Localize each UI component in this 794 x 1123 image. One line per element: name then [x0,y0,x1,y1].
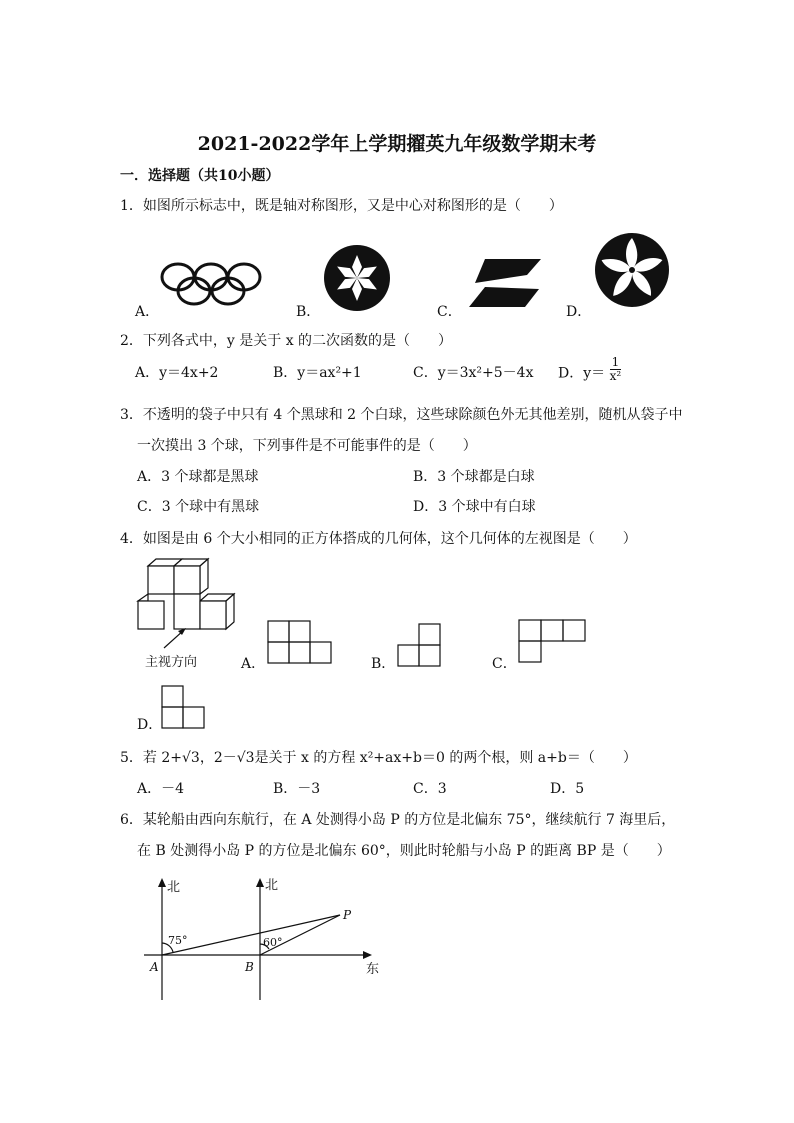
q2-stem: 2．下列各式中，y 是关于 x 的二次函数的是（ ） [120,333,453,349]
section-heading: 一．选择题（共10小题） [120,168,280,184]
q2-option-c[interactable]: C．y＝3x²+5－4x [413,365,534,381]
q3-option-b[interactable]: B．3 个球都是白球 [413,469,535,485]
hexagon-emblem-icon [322,243,392,313]
q4-option-c[interactable]: C． [492,656,517,672]
q1-stem: 1．如图所示标志中，既是轴对称图形，又是中心对称图形的是（ ） [120,198,563,214]
q6-stem-line1: 6．某轮船由西向东航行，在 A 处测得小岛 P 的方位是北偏东 75°，继续航行 7 海里后， [120,812,676,828]
bauhinia-flower-icon [594,232,670,308]
q5-option-c[interactable]: C．3 [413,781,447,797]
q3-option-d[interactable]: D．3 个球中有白球 [413,499,536,515]
q2-option-d-label: D．y＝ [558,365,606,382]
angle-b-label: 60° [263,936,283,949]
q1-option-b[interactable]: B． [296,304,321,320]
q4-option-b[interactable]: B． [371,656,396,672]
q5-option-b[interactable]: B．－3 [273,781,321,797]
q1-option-a[interactable]: A． [135,304,160,320]
q5-option-a[interactable]: A．－4 [137,781,185,797]
q4-option-a-grid [267,620,333,664]
q2-option-d[interactable] [558,355,622,383]
q4-figure-caption: 主视方向 [145,655,198,670]
point-a-label: A [150,960,159,974]
q4-option-a[interactable]: A． [241,656,266,672]
point-p-label: P [343,908,352,922]
cube-solid-figure [136,558,240,648]
q1-option-d[interactable]: D． [566,304,592,320]
q3-option-c[interactable]: C．3 个球中有黑球 [137,499,260,515]
q3-stem-line1: 3．不透明的袋子中只有 4 个黑球和 2 个白球，这些球除颜色外无其他差别，随机从袋子中 [120,407,683,423]
q4-option-d-grid [161,685,207,729]
north-label-a: 北 [167,880,181,895]
q2-option-d-numerator: 1 [611,355,620,369]
north-label-b: 北 [265,878,279,893]
q2-option-a[interactable]: A．y＝4x+2 [135,365,219,381]
q4-option-c-grid [518,619,588,663]
q1-option-c[interactable]: C． [437,304,462,320]
q4-option-b-grid [397,623,443,667]
olympic-rings-icon [158,260,268,310]
q5-option-d[interactable]: D．5 [550,781,585,797]
angle-a-label: 75° [168,934,188,947]
point-b-label: B [245,960,254,974]
q6-stem-line2: 在 B 处测得小岛 P 的方位是北偏东 60°，则此时轮船与小岛 P 的距离 BP 是（ ） [137,843,671,859]
exam-title: 2021-2022学年上学期擢英九年级数学期末考 [197,133,597,155]
q3-option-a[interactable]: A．3 个球都是黑球 [137,469,259,485]
q4-option-d[interactable]: D． [137,717,163,733]
east-label: 东 [366,962,380,977]
q2-option-d-denominator: x² [609,369,622,383]
folded-band-logo-icon [465,257,545,313]
q4-stem: 4．如图是由 6 个大小相同的正方体搭成的几何体，这个几何体的左视图是（ ） [120,531,637,547]
q3-stem-line2: 一次摸出 3 个球，下列事件是不可能事件的是（ ） [137,438,477,454]
q2-option-d-fraction [610,356,622,383]
q5-stem: 5．若 2+√3，2－√3是关于 x 的方程 x²+ax+b＝0 的两个根，则 a+b＝（ ） [120,750,637,766]
q2-option-b[interactable]: B．y＝ax²+1 [273,365,362,381]
